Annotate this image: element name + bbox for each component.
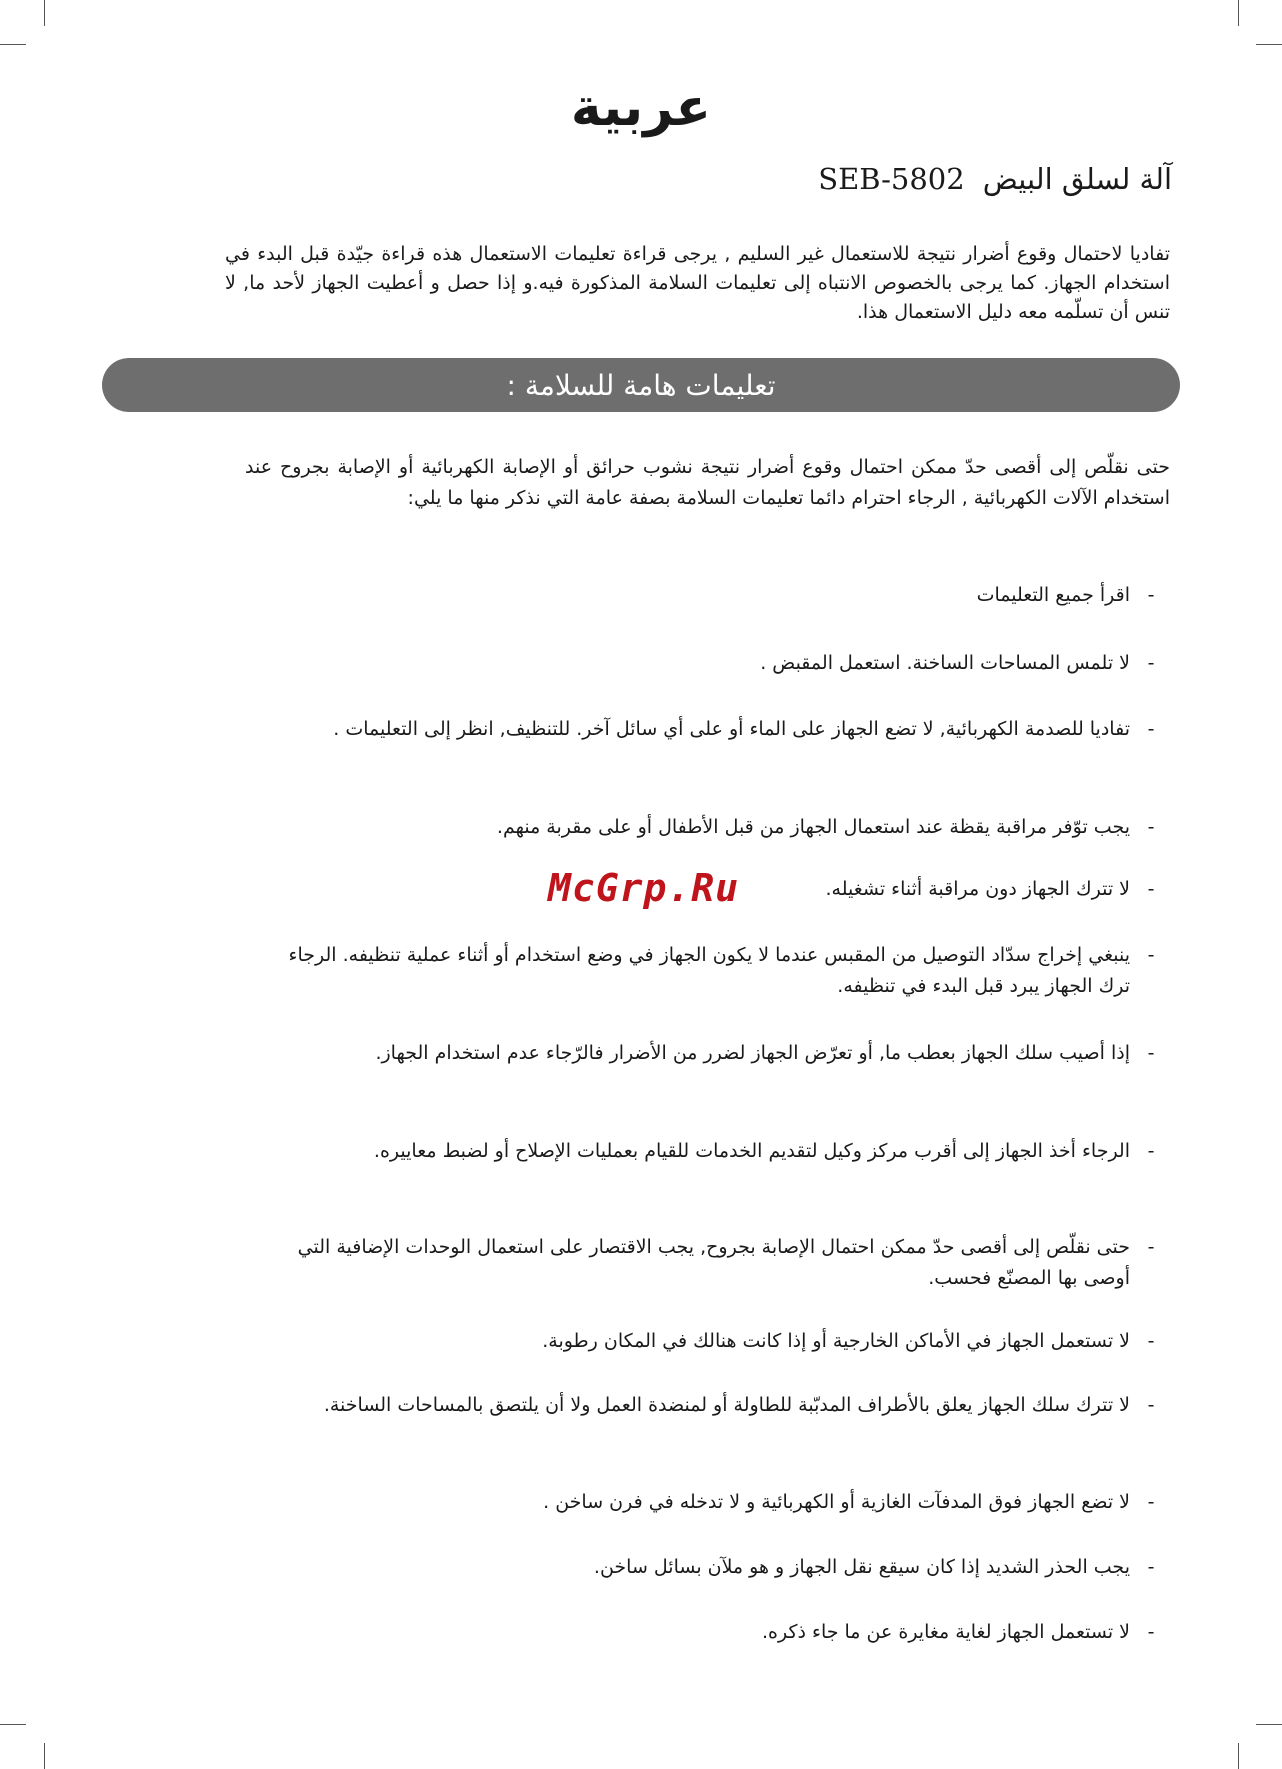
bullet-dash: - — [1147, 584, 1155, 606]
list-item — [262, 1617, 1172, 1648]
product-name: آلة لسلق البيض — [982, 162, 1172, 196]
item-text: يجب الحذر الشديد إذا كان سيقع نقل الجهاز و هو ملآن بسائل ساخن. — [593, 1556, 1130, 1578]
crop-mark — [44, 1743, 45, 1769]
item-text: اقرأ جميع التعليمات — [976, 584, 1130, 606]
item-text: لا تلمس المساحات الساخنة. استعمل المقبض . — [760, 652, 1130, 674]
list-item — [262, 1390, 1172, 1421]
item-text: حتى نقلّص إلى أقصى حدّ ممكن احتمال الإصابة بجروح, يجب الاقتصار على استعمال الوحدات الإضافية التي أوصى بها المصنّع فحسب. — [297, 1236, 1130, 1289]
bullet-dash: - — [1147, 1394, 1155, 1416]
crop-mark — [0, 44, 26, 45]
bullet-dash: - — [1147, 718, 1155, 740]
crop-mark — [1256, 1724, 1282, 1725]
list-item — [262, 1038, 1172, 1069]
list-item — [262, 1552, 1172, 1583]
list-item — [262, 648, 1172, 679]
bullet-dash: - — [1147, 1236, 1155, 1258]
list-item — [262, 940, 1172, 1002]
item-text: ينبغي إخراج سدّاد التوصيل من المقبس عندما لا يكون الجهاز في وضع استخدام أو أثناء عملية تنظيفه. الرجاء ترك الجهاز يبرد قبل البدء في تنظيفه. — [288, 944, 1130, 997]
bullet-dash: - — [1147, 1621, 1155, 1643]
item-text: يجب توّفر مراقبة يقظة عند استعمال الجهاز من قبل الأطفال أو على مقربة منهم. — [496, 816, 1130, 838]
list-item — [262, 1232, 1172, 1294]
bullet-dash: - — [1147, 1556, 1155, 1578]
crop-mark — [44, 0, 45, 26]
item-text: لا تترك الجهاز دون مراقبة أثناء تشغيله. — [825, 878, 1130, 900]
item-text: الرجاء أخذ الجهاز إلى أقرب مركز وكيل لتقديم الخدمات للقيام بعمليات الإصلاح أو لضبط معاييره. — [373, 1140, 1130, 1162]
list-item — [262, 1326, 1172, 1357]
item-text: لا تترك سلك الجهاز يعلق بالأطراف المدبّبة للطاولة أو لمنضدة العمل ولا أن يلتصق بالمساحات الساخنة. — [323, 1394, 1130, 1416]
list-item — [262, 1136, 1172, 1167]
section-heading: تعليمات هامة للسلامة : — [506, 368, 776, 402]
bullet-dash: - — [1147, 1140, 1155, 1162]
list-item — [262, 1487, 1172, 1518]
item-text: إذا أصيب سلك الجهاز بعطب ما, أو تعرّض الجهاز لضرر من الأضرار فالرّجاء عدم استخدام الجهاز. — [375, 1042, 1130, 1064]
bullet-dash: - — [1147, 944, 1155, 966]
model-code: SEB-5802 — [818, 162, 965, 196]
safety-preamble: حتى نقلّص إلى أقصى حدّ ممكن احتمال وقوع أضرار نتيجة نشوب حرائق أو الإصابة الكهربائية أو الإصابة بجروح عند استخدام الآلات الكهربائية , الرجاء احترام دائما تعليمات السلامة بصفة عامة التي نذكر منها ما يلي: — [245, 456, 1170, 509]
item-text: لا تستعمل الجهاز لغاية مغايرة عن ما جاء ذكره. — [761, 1621, 1130, 1643]
crop-mark — [1238, 0, 1239, 26]
bullet-dash: - — [1147, 1330, 1155, 1352]
intro-paragraph: تفاديا لاحتمال وقوع أضرار نتيجة للاستعمال غير السليم , يرجى قراءة تعليمات الاستعمال هذه قراءة جيّدة قبل البدء في استخدام الجهاز. كما يرجى بالخصوص الانتباه إلى تعليمات السلامة المذكورة فيه.و إذا حصل و أعطيت الجهاز لأحد ما, لا تنس أن تسلّمه معه دليل الاستعمال هذا. — [225, 243, 1170, 323]
list-item — [262, 714, 1172, 745]
item-text: لا تستعمل الجهاز في الأماكن الخارجية أو إذا كانت هنالك في المكان رطوبة. — [542, 1330, 1130, 1352]
page-title: عربية — [570, 78, 712, 138]
section-banner — [102, 358, 1180, 412]
list-item — [262, 812, 1172, 843]
list-item — [262, 580, 1172, 611]
crop-mark — [0, 1724, 26, 1725]
bullet-dash: - — [1147, 878, 1155, 900]
product-heading — [818, 162, 1172, 196]
item-text: لا تضع الجهاز فوق المدفآت الغازية أو الكهربائية و لا تدخله في فرن ساخن . — [543, 1491, 1130, 1513]
bullet-dash: - — [1147, 1042, 1155, 1064]
bullet-dash: - — [1147, 1491, 1155, 1513]
bullet-dash: - — [1147, 816, 1155, 838]
crop-mark — [1256, 44, 1282, 45]
watermark-logo: McGrp.Ru — [548, 866, 740, 910]
item-text: تفاديا للصدمة الكهربائية, لا تضع الجهاز على الماء أو على أي سائل آخر. للتنظيف, انظر إلى التعليمات . — [333, 718, 1130, 740]
bullet-dash: - — [1147, 652, 1155, 674]
crop-mark — [1238, 1743, 1239, 1769]
